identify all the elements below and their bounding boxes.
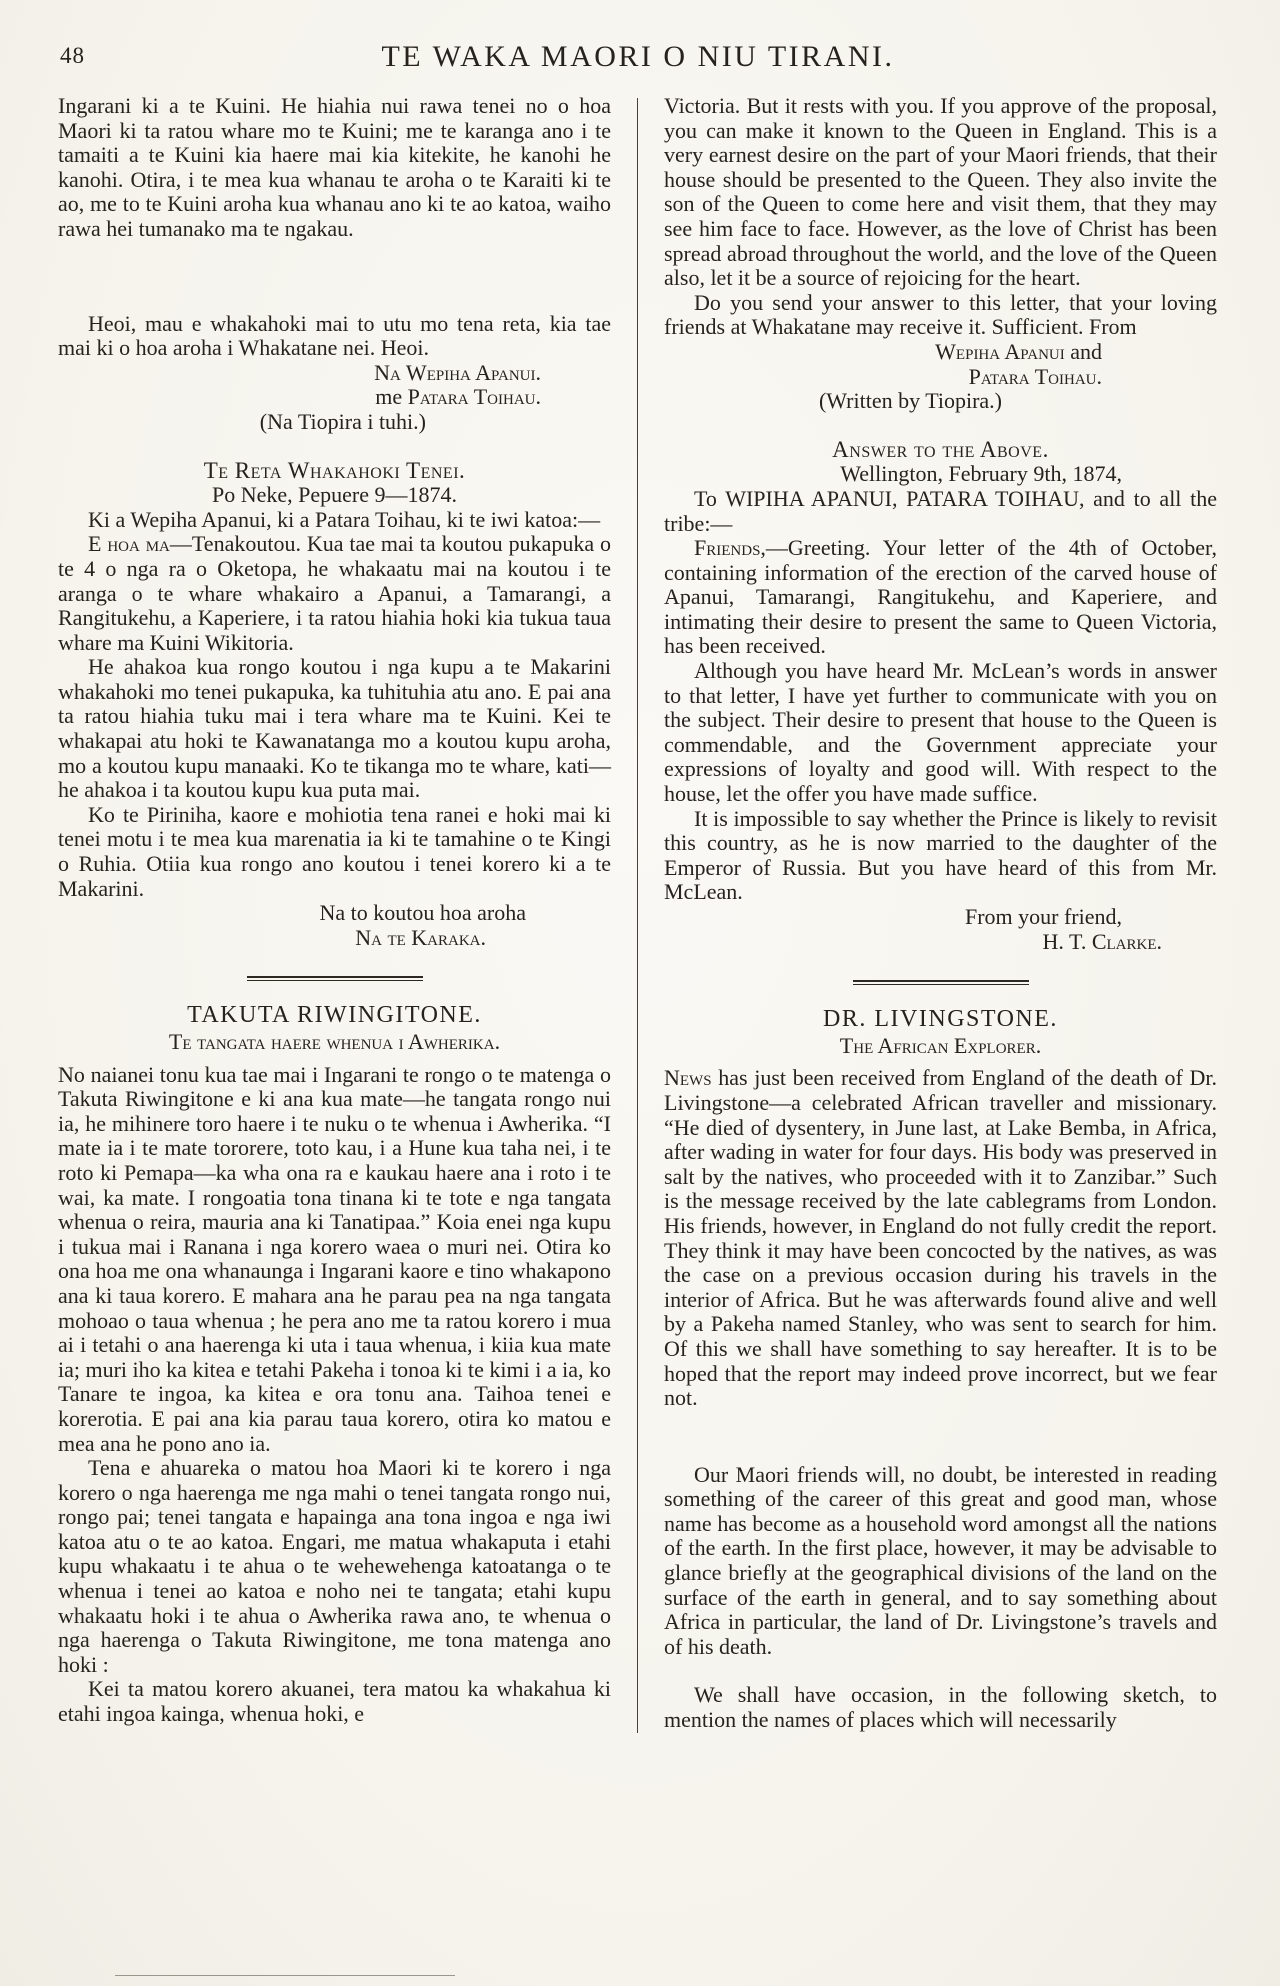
right-column: [664, 94, 1217, 1733]
paragraph: Tena e ahuareka o matou hoa Maori ki te korero i nga korero o nga haerenga me nga mahi o tenei tangata rongo nui, rongo pai; tenei tangata e hapainga ana tona ingoa e nga iwi katoa atu o te ao katoa. Engari, me matua whakaputa i etahi kupu whakaatu i te ahua o te wehewehenga katoatanga o te whenua i tenei ao katoa e noho nei te tangata; etahi kupu whakaatu hoki i te ahua o Awherika rawa ano, te whenua o nga haerenga o Takuta Riwingitone, me tona matenga ano hoki :: [58, 1455, 611, 1677]
dateline: Po Neke, Pepuere 9—1874.: [211, 482, 457, 508]
masthead-title: TE WAKA MAORI O NIU TIRANI.: [381, 40, 895, 73]
article-subheading: Te tangata haere whenua i Awherika.: [168, 1029, 501, 1054]
paragraph: [664, 1066, 1217, 1410]
article-heading: TAKUTA RIWINGITONE.: [187, 1002, 482, 1029]
paragraph: Ko te Piriniha, kaore e mohiotia tena ranei e hoki mai ki tenei motu i te mea kua marenatia ia ki te tamahine o te Kingi o Ruhia. Otiia kua rongo ano koutou i tenei korero ki a te Makarini.: [58, 801, 611, 901]
paragraph-closing: Heoi, mau e whakahoki mai to utu mo tena reta, kia tae mai ki o hoa aroha i Whakatane nei. Heoi.: [58, 310, 611, 361]
signature-name: [58, 385, 611, 410]
paragraph-continuation: Ingarani ki a te Kuini. He hiahia nui rawa tenei no o hoa Maori ki ta ratou whare mo te Kuini; me te karanga ano i te tamaiti a te Kuini kia haere mai kia kitekite, he kanohi he kanohi. Otira, i te mea kua whanau te aroha o te Karaiti ki te ao, me to te Kuini aroha kua whanau ano ki te ao katoa, waiho rawa hei tumanako ma te ngakau.: [58, 93, 611, 241]
paragraph: Our Maori friends will, no doubt, be interested in reading something of the career of this great and good man, whose name has become as a household word amongst all the nations of the earth. In the first place, however, it may be advisable to glance briefly at the geographical divisions of the land on the surface of the earth in general, and to say something about Africa in particular, the land of Dr. Livingstone’s travels and of his death.: [664, 1461, 1217, 1659]
signature-name-text: Patara Toihau.: [407, 384, 541, 410]
signature-name: H. T. Clarke.: [1042, 928, 1162, 954]
paragraph-text: —Tenakoutou. Kua tae mai ta koutou pukapuka o te 4 o nga ra o Oketopa, he whakaatu mai na koutou i te aranga o te whare whakairo a Apanui, a Tamarangi, a Rangitukehu, a Kaperiere, i ta ratou hiahia hoki kia tukua taua whare ma Kuini Wikitoria.: [58, 531, 611, 655]
signature-name: Patara Toihau.: [968, 363, 1102, 389]
bottom-rule-artifact: [115, 1975, 455, 1976]
paragraph: No naianei tonu kua tae mai i Ingarani te rongo o te matenga o Takuta Riwingitone e ki ana kua mate—he tangata rongo nui ia, he mihinere toro haere i te nuku o te whenua i Awherika. “I mate ia i te mate tororere, toto kau, i a Hune kua taha nei, i te roto ki Pemapa—ka wha ona ra e kaukau haere ana i roto i te wai, ka mate. I rongoatia tona tinana ki te tote e nga tangata whenua o reira, mauria ana ki Tanatipaa.” Koia enei nga kupu i tukua mai i Ranana i nga korero waea o muri nei. Otira ko ona hoa me ona whanaunga i Ingarani kaore e tino whakapono ana ki taua korero. E mahara ana he parau pea na nga tangata mohoao o taua whenua ; he pera ano me ta ratou korero i mua ai i tetahi o ana haerenga ki uta i taua whenua, i kiia kua mate ia; muri iho ka kitea e tetahi Pakeha i tonoa ki te kimi i a ia, ko Tanare te ingoa, ka kitea e ora tonu ana. Taihoa tenei e korerotia. E pai ana kia parau taua korero, otira ko matou e mea ana he pono ano ia.: [58, 1061, 611, 1456]
paragraph-text: has just been received from England of the death of Dr. Livingstone—a celebrated African traveller and missionary. “He died of dysentery, in June last, at Lake Bemba, in Africa, after wading in water for four days. His body was preserved in salt by the natives, who proceeded with it to Zanzibar.” Such is the message received by the late cablegrams from London. His friends, however, in England do not fully credit the report. They think it may have been concocted by the natives, as was the case on a previous occasion during his travels in the interior of Africa. But he was afterwards found alive and well by a Pakeha named Stanley, who was sent to search for him. Of this we shall have something to say hereafter. It is to be hoped that the report may indeed prove incorrect, but we fear not.: [664, 1065, 1217, 1411]
paragraph-text: ,—Greeting. Your letter of the 4th of October, containing information of the erection of the carved house of Apanui, Tamarangi, Rangitukehu, and Kaperiere, and intimating their desire to present the same to Queen Victoria, has been received.: [664, 535, 1217, 659]
paragraph: [58, 532, 611, 655]
paragraph: We shall have occasion, in the following sketch, to mention the names of places which will necessarily: [664, 1682, 1217, 1733]
columns-container: [58, 94, 1218, 1733]
column-divider-rule: [637, 98, 638, 1733]
valediction: From your friend,: [964, 904, 1122, 929]
signature-prefix: me: [375, 384, 408, 410]
paragraph-lead: News: [664, 1065, 712, 1091]
signature-suffix: and: [1064, 338, 1102, 364]
valediction: Na to koutou hoa aroha: [319, 900, 526, 926]
section-heading: Te Reta Whakahoki Tenei.: [203, 457, 466, 483]
signature-name-text: Wepiha Apanui: [935, 338, 1065, 364]
paragraph: Kei ta matou korero akuanei, tera matou ka whakahua ki etahi ingoa kainga, whenua hoki, e: [58, 1676, 611, 1727]
paragraph-continuation: Victoria. But it rests with you. If you approve of the proposal, you can make it known to the Queen in England. This is a very earnest desire on the part of your Maori friends, that their house should be presented to the Queen. They also invite the son of the Queen to come here and visit them, that they may see him face to face. However, as the love of Christ has been spread abroad throughout the world, and the love of the Queen also, let it be a source of rejoicing for the heart.: [664, 93, 1217, 291]
signature-scribe: (Na Tiopira i tuhi.): [259, 408, 426, 434]
signature-scribe: (Written by Tiopira.): [818, 388, 1002, 414]
page-header: [58, 34, 1218, 80]
paragraph-lead: E hoa ma: [88, 531, 170, 557]
article-subheading: The African Explorer.: [839, 1032, 1042, 1058]
paragraph: He ahakoa kua rongo koutou i nga kupu a te Makarini whakahoki mo tenei pukapuka, ka tuhituhia atu ano. E pai ana ta ratou hiahia tuku mai i tera whare ma te Kuini. Kei te whakapai atu hoki te Kawanatanga mo a koutou kupu aroha, mo a koutou kupu manaaki. Ko te tikanga mo te whare, kati—he ahakoa i ta koutou kupu kua puta mai.: [58, 654, 611, 803]
paragraph-closing: Do you send your answer to this letter, that your loving friends at Whakatane may receive it. Sufficient. From: [664, 289, 1217, 340]
signature-name: [664, 340, 1217, 365]
signature-name: Na Wepiha Apanui.: [374, 359, 541, 385]
paragraph-lead: Friends: [694, 535, 761, 561]
dateline: Wellington, February 9th, 1874,: [840, 461, 1122, 487]
left-column: [58, 94, 611, 1733]
paragraph: It is impossible to say whether the Prince is likely to revisit this country, as he is now married to the daughter of the Emperor of Russia. But you have heard of this from Mr. McLean.: [664, 805, 1217, 905]
page-number: 48: [60, 43, 85, 68]
salutation: To WIPIHA APANUI, PATARA TOIHAU, and to all the tribe:—: [664, 485, 1217, 536]
article-heading: DR. LIVINGSTONE.: [823, 1006, 1058, 1033]
signature-name: Na te Karaka.: [355, 924, 486, 950]
paragraph: [664, 536, 1217, 659]
salutation: Ki a Wepiha Apanui, ki a Patara Toihau, ki te iwi katoa:—: [88, 506, 601, 532]
paragraph: Although you have heard Mr. McLean’s words in answer to that letter, I have yet further to communicate with you on the subject. Their desire to present that house to the Queen is commendable, and the Government appreciate your expressions of loyalty and good will. With respect to the house, let the offer you have made suffice.: [664, 658, 1217, 807]
section-heading: Answer to the Above.: [832, 436, 1049, 462]
section-divider: [853, 980, 1029, 985]
section-divider: [247, 976, 423, 981]
